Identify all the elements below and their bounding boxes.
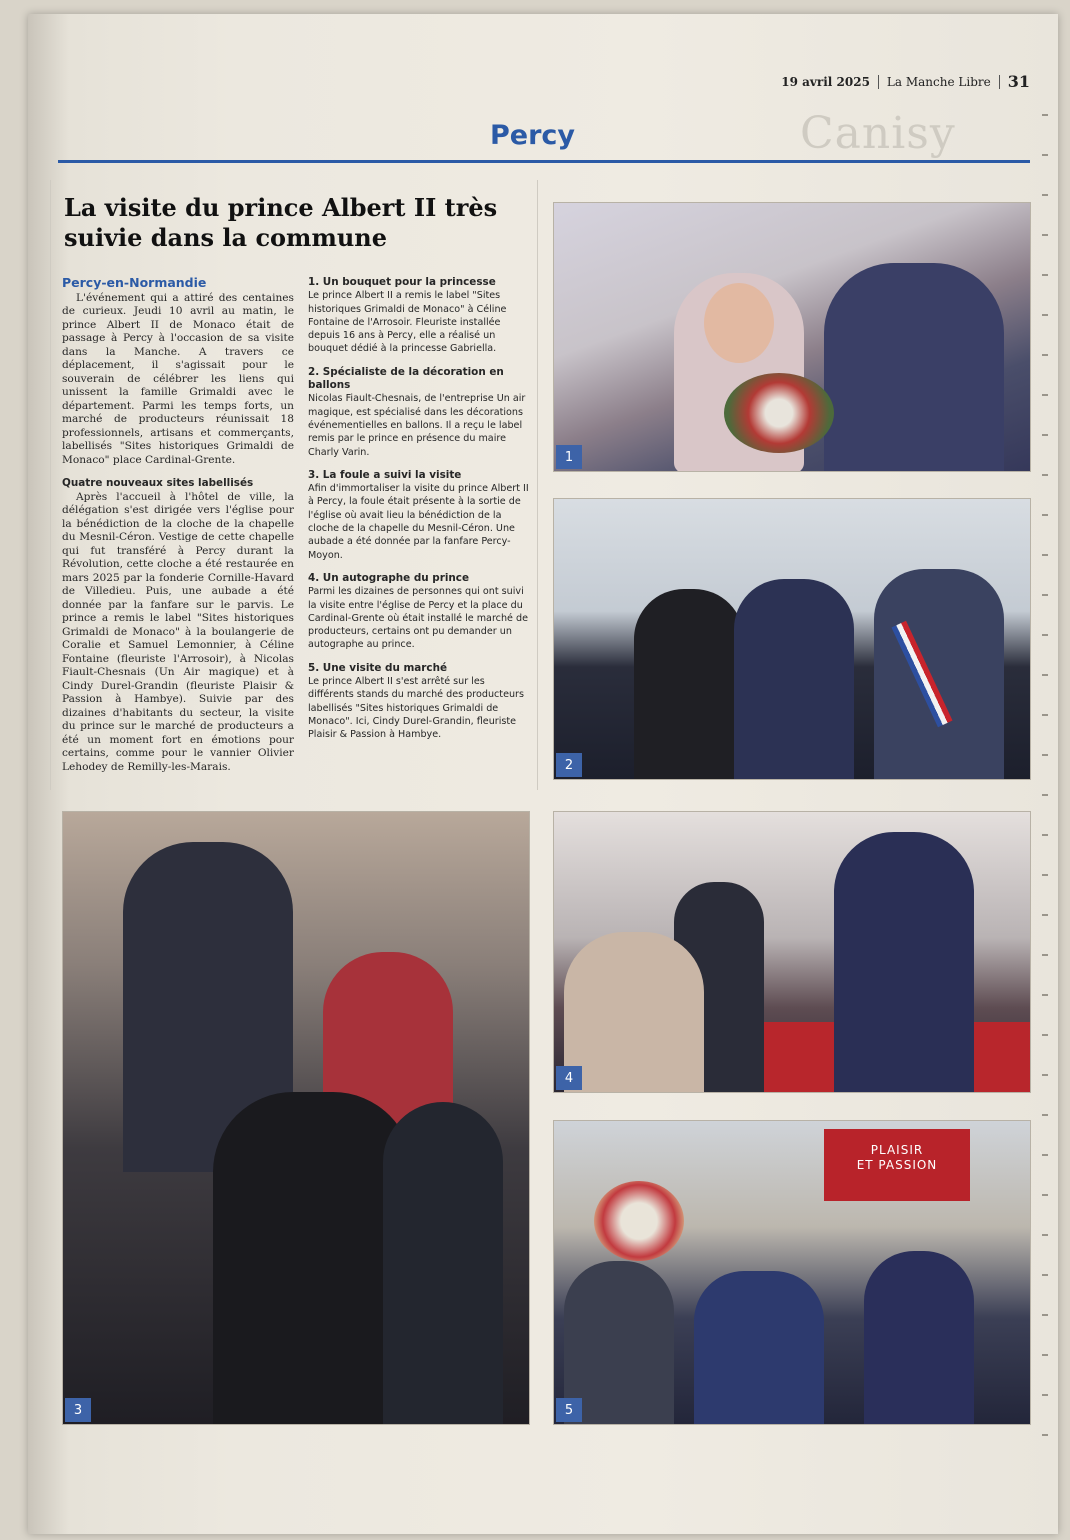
photo-number-badge: 5 [556, 1398, 582, 1422]
caption-text: Le prince Albert II s'est arrêté sur les différents stands du marché des producteurs labellisés "Sites historiques Grimaldi de Monaco". Ici, Cindy Durel-Grandin, fleuriste Plaisir & Passion à Hambye. [308, 676, 524, 741]
caption-title: 1. Un bouquet pour la princesse [308, 276, 496, 288]
article-paragraph: Après l'accueil à l'hôtel de ville, la délégation s'est dirigée vers l'église pour la bénédiction de la cloche de la chapelle du Mesnil-Céron. Vestige de cette chapelle qui fut transféré à Percy durant la Révolution, cette cloche a été restaurée en mars 2025 par la fonderie Cornille-Havard de Villedieu. Puis, une aubade a été donnée par la fanfare sur le parvis. Le prince a remis le label "Sites historiques Grimaldi de Monaco" à la boulangerie de Coralie et Samuel Lemonnier, à Céline Fontaine (fleuriste l'Arrosoir), à Nicolas Fiault-Chesnais (Un Air magique) et à Cindy Durel-Grandin (fleuriste Plaisir & Passion à Hambye). Suivie par des dizaines d'habitants du secteur, la visite du prince sur le marché de producteurs a été un moment fort en émotions pour certains, comme pour le vannier Olivier Lehodey de Remilly-les-Marais. [62, 490, 294, 773]
caption-text: Le prince Albert II a remis le label "Sites historiques Grimaldi de Monaco" à Céline Fontaine de l'Arrosoir. Fleuriste installée depuis 16 ans à Percy, elle a réalisé un bouquet dédié à la princesse Gabriella. [308, 290, 507, 355]
article-paragraph: L'événement qui a attiré des centaines de curieux. Jeudi 10 avril au matin, le prince Albert II de Monaco était de passage à Percy à l'occasion de sa visite dans la Manche. A travers ce déplacement, il s'agissait pour le souverain de célébrer les liens qui unissent la famille Grimaldi avec le département. Parmi les temps forts, un marché de producteurs réunissait 18 professionnels, artisans et commerçants, labellisés "Sites historiques Grimaldi de Monaco" place Cardinal-Grente. [62, 291, 294, 466]
photo-bouquet [553, 202, 1031, 472]
caption-title: 4. Un autographe du prince [308, 571, 470, 584]
photo-market-visit [553, 1120, 1031, 1425]
photo-autograph [553, 811, 1031, 1093]
article-subhead: Quatre nouveaux sites labellisés [62, 477, 254, 489]
caption-item [308, 366, 530, 459]
photo-number-badge: 1 [556, 445, 582, 469]
photo-figure-mayor [874, 569, 1004, 780]
stand-sign [824, 1129, 970, 1201]
photo-figure-face [704, 283, 774, 363]
photo-figure-prince [864, 1251, 974, 1425]
photo-number-badge: 4 [556, 1066, 582, 1090]
photo-figure-woman-bowing [564, 932, 704, 1093]
photo-figure-prince [834, 832, 974, 1093]
photo-figure-boy [383, 1102, 503, 1425]
photo-number-badge: 3 [65, 1398, 91, 1422]
section-title: Percy [490, 120, 576, 151]
masthead-separator [999, 75, 1000, 89]
caption-item [308, 276, 530, 356]
article-headline: La visite du prince Albert II très suivie dans la commune [64, 193, 498, 252]
caption-text: Parmi les dizaines de personnes qui ont suivi la visite entre l'église de Percy et la place du Cardinal-Grente où était installé le marché de producteurs, certains ont pu demander un autographe au prince. [308, 586, 528, 651]
binding-holes [1042, 114, 1052, 1474]
masthead-separator [878, 75, 879, 89]
show-through-title: Canisy [800, 108, 956, 159]
stand-sign-line: PLAISIR [870, 1143, 924, 1157]
photo-captions [308, 276, 530, 752]
photo-number-badge: 2 [556, 753, 582, 777]
photo-bouquet-flowers [724, 373, 834, 453]
paper-name: La Manche Libre [886, 74, 991, 89]
caption-title: 3. La foule a suivi la visite [308, 468, 462, 481]
photo-crowd [62, 811, 530, 1425]
caption-title: 5. Une visite du marché [308, 661, 448, 674]
article-location: Percy-en-Normandie [62, 275, 207, 290]
caption-text: Nicolas Fiault-Chesnais, de l'entreprise Un air magique, est spécialisé dans les décorations événementielles en ballons. Il a reçu le label remis par le prince en présence du maire Charly Varin. [308, 393, 526, 458]
stand-sign-line: ET PASSION [856, 1158, 938, 1172]
issue-date: 19 avril 2025 [781, 74, 870, 89]
caption-title: 2. Spécialiste de la décoration en ballons [308, 365, 504, 392]
caption-item [308, 469, 530, 562]
masthead [781, 72, 1030, 91]
photo-figure-prince [824, 263, 1004, 472]
article-body [62, 276, 294, 774]
photo-balloons [594, 1181, 684, 1261]
photo-label-ceremony [553, 498, 1031, 780]
caption-text: Afin d'immortaliser la visite du prince Albert II à Percy, la foule était présente à la sortie de l'église où avait lieu la bénédiction de la cloche de la chapelle du Mesnil-Céron. Une aubade a été donnée par la fanfare Percy-Moyon. [308, 483, 529, 561]
photo-figure-mayor [694, 1271, 824, 1425]
section-rule [58, 160, 1030, 163]
caption-item [308, 572, 530, 652]
caption-item [308, 662, 530, 742]
photo-figure-prince [734, 579, 854, 780]
photo-figure-man-left [634, 589, 744, 780]
page-number: 31 [1007, 72, 1030, 91]
